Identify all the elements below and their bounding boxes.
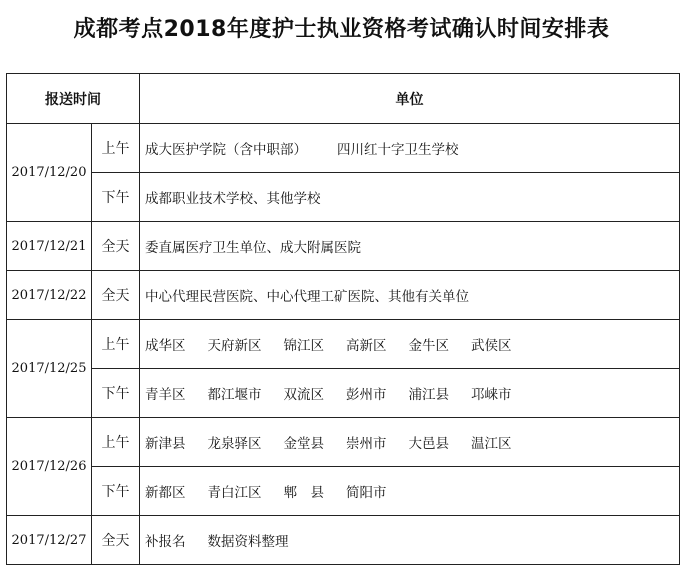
header-row <box>7 74 680 124</box>
unit-name: 浦江县 <box>408 387 449 403</box>
schedule-table <box>6 73 680 565</box>
unit-cell <box>140 124 680 173</box>
unit-name: 成都职业技术学校、其他学校 <box>145 191 321 207</box>
period-cell: 下午 <box>92 467 140 516</box>
date-cell: 2017/12/27 <box>7 516 92 565</box>
date-cell: 2017/12/22 <box>7 271 92 320</box>
unit-name: 新都区 <box>145 485 186 501</box>
unit-name: 锦江区 <box>283 338 324 354</box>
period-cell: 下午 <box>92 369 140 418</box>
unit-name: 简阳市 <box>346 485 387 501</box>
table-row <box>7 222 680 271</box>
unit-name: 温江区 <box>471 436 512 452</box>
date-cell: 2017/12/25 <box>7 320 92 418</box>
header-time: 报送时间 <box>7 74 140 124</box>
unit-name: 青羊区 <box>145 387 186 403</box>
table-row <box>7 516 680 565</box>
unit-cell <box>140 222 680 271</box>
table-row <box>7 271 680 320</box>
period-cell: 上午 <box>92 124 140 173</box>
unit-name: 成华区 <box>145 338 186 354</box>
period-cell: 全天 <box>92 222 140 271</box>
period-cell: 全天 <box>92 516 140 565</box>
page-title: 成都考点2018年度护士执业资格考试确认时间安排表 <box>73 17 610 42</box>
unit-cell <box>140 418 680 467</box>
period-cell: 上午 <box>92 320 140 369</box>
date-cell: 2017/12/26 <box>7 418 92 516</box>
unit-name: 委直属医疗卫生单位、成大附属医院 <box>145 240 361 256</box>
unit-name: 天府新区 <box>207 338 262 354</box>
unit-name: 新津县 <box>145 436 186 452</box>
unit-cell <box>140 271 680 320</box>
unit-cell <box>140 320 680 369</box>
unit-name: 郫 县 <box>283 485 324 501</box>
unit-cell <box>140 467 680 516</box>
unit-cell <box>140 516 680 565</box>
unit-name: 双流区 <box>283 387 324 403</box>
unit-name: 龙泉驿区 <box>207 436 262 452</box>
table-row <box>7 320 680 369</box>
unit-name: 都江堰市 <box>207 387 262 403</box>
table-row <box>7 124 680 173</box>
unit-name: 成大医护学院（含中职部） <box>145 142 307 158</box>
unit-name: 中心代理民营医院、中心代理工矿医院、其他有关单位 <box>145 289 469 305</box>
unit-name: 邛崃市 <box>471 387 512 403</box>
unit-cell <box>140 173 680 222</box>
unit-cell <box>140 369 680 418</box>
date-cell: 2017/12/20 <box>7 124 92 222</box>
table-row <box>7 418 680 467</box>
unit-name: 大邑县 <box>408 436 449 452</box>
table-row <box>7 173 680 222</box>
date-cell: 2017/12/21 <box>7 222 92 271</box>
table-row <box>7 467 680 516</box>
unit-name: 金堂县 <box>283 436 324 452</box>
period-cell: 上午 <box>92 418 140 467</box>
unit-name: 四川红十字卫生学校 <box>337 142 459 158</box>
header-unit: 单位 <box>140 74 680 124</box>
unit-name: 武侯区 <box>471 338 512 354</box>
period-cell: 下午 <box>92 173 140 222</box>
unit-name: 彭州市 <box>346 387 387 403</box>
unit-name: 高新区 <box>346 338 387 354</box>
unit-name: 崇州市 <box>346 436 387 452</box>
unit-name: 金牛区 <box>408 338 449 354</box>
period-cell: 全天 <box>92 271 140 320</box>
unit-name: 数据资料整理 <box>207 534 289 550</box>
unit-name: 青白江区 <box>207 485 262 501</box>
table-row <box>7 369 680 418</box>
unit-name: 补报名 <box>145 534 186 550</box>
